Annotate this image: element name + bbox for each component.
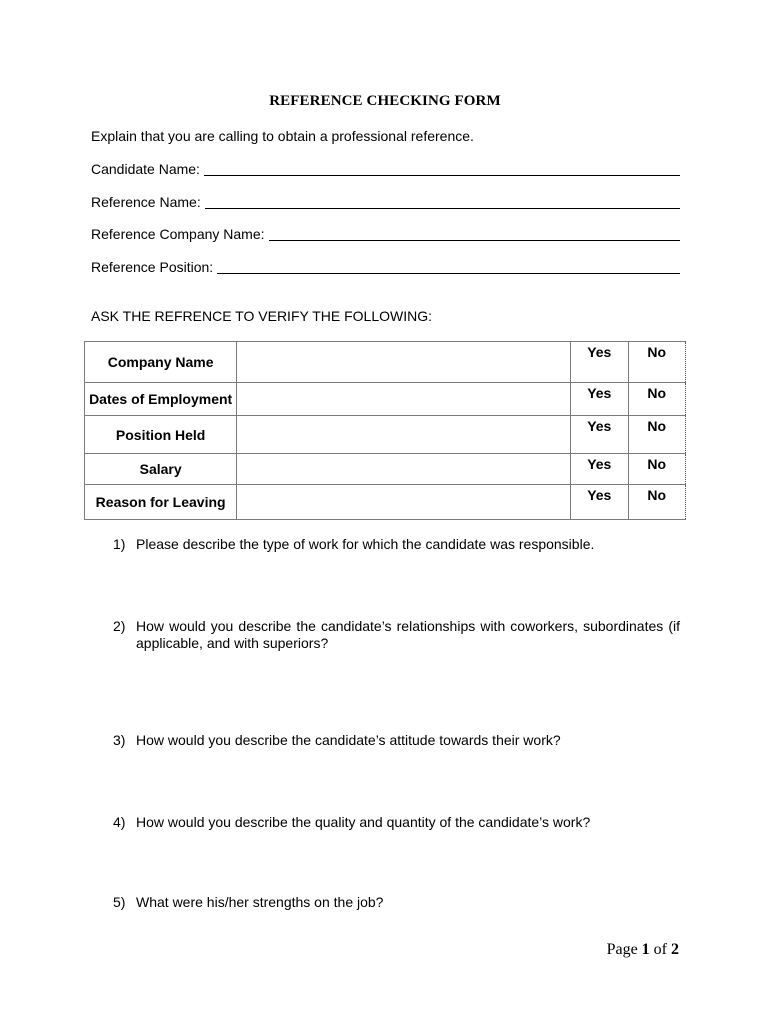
- candidate-name-label: Candidate Name:: [91, 161, 200, 177]
- no-option-salary[interactable]: No: [628, 454, 686, 485]
- question-text: How would you describe the candidate’s relationships with coworkers, subordinates (if applicable, and with superiors?: [136, 618, 680, 651]
- reference-company-name-field[interactable]: [91, 226, 680, 242]
- answer-cell-salary[interactable]: [237, 454, 571, 485]
- intro-text: Explain that you are calling to obtain a professional reference.: [91, 128, 474, 144]
- reference-company-name-label: Reference Company Name:: [91, 226, 265, 242]
- question-4: [113, 814, 680, 831]
- row-label-salary: Salary: [85, 454, 237, 485]
- question-number: 5): [113, 894, 126, 910]
- verify-heading: ASK THE REFRENCE TO VERIFY THE FOLLOWING:: [91, 308, 432, 324]
- row-label-dates-of-employment: Dates of Employment: [85, 383, 237, 416]
- question-number: 2): [113, 618, 126, 634]
- question-text: What were his/her strengths on the job?: [136, 894, 384, 910]
- page-footer: [607, 941, 679, 959]
- table-row: [85, 383, 686, 416]
- yes-option-salary[interactable]: Yes: [571, 454, 628, 485]
- yes-option-dates-of-employment[interactable]: Yes: [571, 383, 628, 416]
- candidate-name-line[interactable]: [204, 161, 680, 176]
- no-option-reason-for-leaving[interactable]: No: [628, 485, 686, 520]
- answer-cell-dates-of-employment[interactable]: [237, 383, 571, 416]
- question-5: [113, 894, 680, 911]
- yes-option-position-held[interactable]: Yes: [571, 416, 628, 454]
- total-pages-number: 2: [671, 941, 679, 958]
- reference-position-label: Reference Position:: [91, 259, 214, 275]
- table-row: [85, 485, 686, 520]
- reference-name-field[interactable]: [91, 194, 680, 210]
- question-text: How would you describe the candidate’s attitude towards their work?: [136, 732, 561, 748]
- question-number: 3): [113, 732, 126, 748]
- reference-position-field[interactable]: [91, 259, 680, 275]
- yes-option-company-name[interactable]: Yes: [571, 342, 628, 383]
- candidate-name-field[interactable]: [91, 161, 680, 177]
- yes-option-reason-for-leaving[interactable]: Yes: [571, 485, 628, 520]
- page-word: Page: [606, 941, 638, 958]
- table-row: [85, 342, 686, 383]
- row-label-position-held: Position Held: [85, 416, 237, 454]
- verification-table: [84, 341, 686, 520]
- question-3: [113, 732, 680, 749]
- answer-cell-position-held[interactable]: [237, 416, 571, 454]
- question-number: 1): [113, 536, 126, 552]
- row-label-company-name: Company Name: [85, 342, 237, 383]
- of-word: of: [653, 941, 667, 958]
- answer-cell-company-name[interactable]: [237, 342, 571, 383]
- reference-name-line[interactable]: [205, 194, 680, 209]
- reference-name-label: Reference Name:: [91, 194, 201, 210]
- current-page-number: 1: [641, 941, 650, 958]
- question-text: Please describe the type of work for which the candidate was responsible.: [136, 536, 595, 552]
- question-1: [113, 536, 680, 553]
- reference-position-line[interactable]: [217, 259, 680, 274]
- form-title: REFERENCE CHECKING FORM: [269, 93, 501, 109]
- question-2: [113, 618, 680, 652]
- answer-cell-reason-for-leaving[interactable]: [237, 485, 571, 520]
- question-text: How would you describe the quality and quantity of the candidate’s work?: [136, 814, 591, 830]
- table-row: [85, 416, 686, 454]
- reference-company-name-line[interactable]: [269, 226, 680, 241]
- no-option-position-held[interactable]: No: [628, 416, 686, 454]
- row-label-reason-for-leaving: Reason for Leaving: [85, 485, 237, 520]
- no-option-company-name[interactable]: No: [628, 342, 686, 383]
- table-row: [85, 454, 686, 485]
- question-number: 4): [113, 814, 126, 830]
- no-option-dates-of-employment[interactable]: No: [628, 383, 686, 416]
